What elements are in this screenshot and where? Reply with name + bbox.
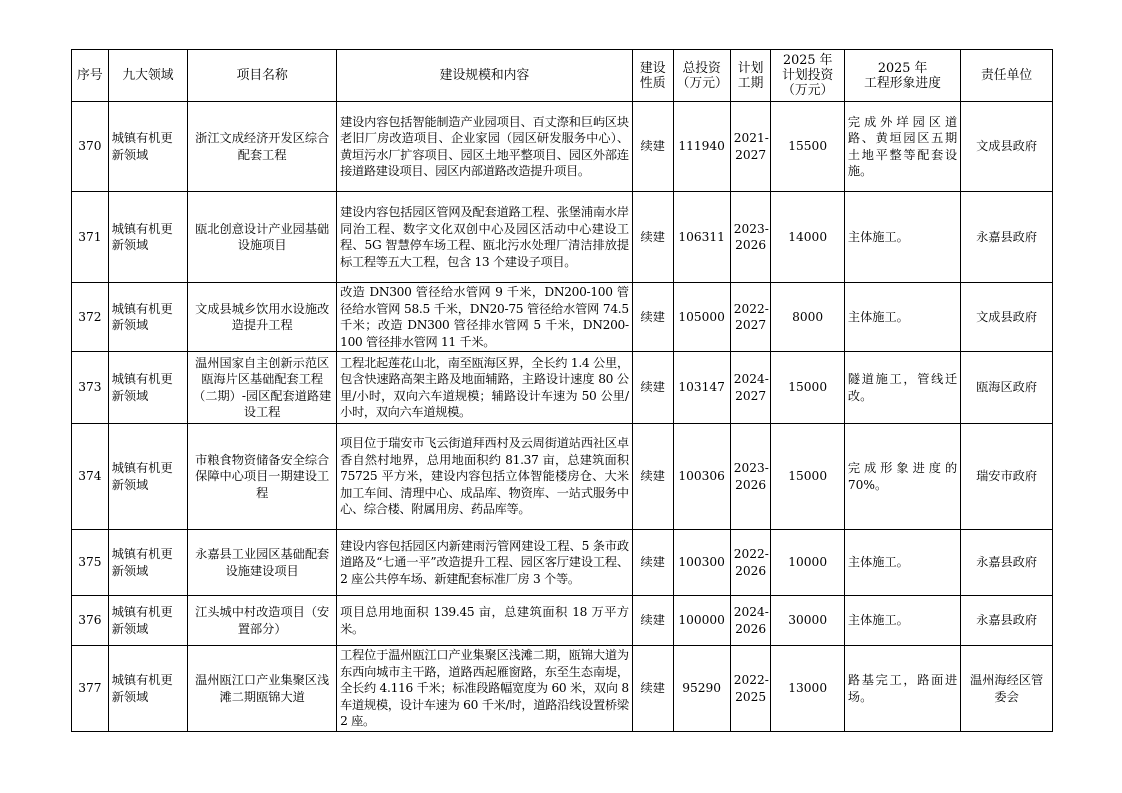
cell-nature: 续建 [632,530,673,596]
cell-period: 2023-2026 [730,424,771,530]
cell-field: 城镇有机更新领域 [108,352,188,424]
header-investment-line2: （万元） [676,75,728,91]
cell-nature: 续建 [632,596,673,646]
cell-investment: 100300 [673,530,730,596]
cell-name: 温州瓯江口产业集聚区浅滩二期瓯锦大道 [188,646,337,732]
cell-period: 2023-2026 [730,192,771,283]
table-row [72,283,1053,352]
cell-unit: 瑞安市政府 [961,424,1053,530]
cell-seq: 371 [72,192,109,283]
cell-investment: 111940 [673,102,730,192]
cell-scope: 建设内容包括园区管网及配套道路工程、张堡浦南水岸同治工程、数字文化双创中心及园区活动中心建设工程、5G 智慧停车场工程、瓯北污水处理厂清洁排放提标工程等五大工程，包含 13 个建设子项目。 [337,192,633,283]
cell-period: 2022-2025 [730,646,771,732]
cell-scope: 工程位于温州瓯江口产业集聚区浅滩二期，瓯锦大道为东西向城市主干路，道路西起雁窗路，东至生态南堤，全长约 4.116 千米；标准段路幅宽度为 60 米，双向 8 车道规模，设计车速为 60 千米/时，道路沿线设置桥梁 2 座。 [337,646,633,732]
cell-period: 2024-2027 [730,352,771,424]
cell-field: 城镇有机更新领域 [108,192,188,283]
cell-unit: 文成县政府 [961,102,1053,192]
cell-plan-invest: 14000 [771,192,844,283]
cell-plan-invest: 15000 [771,424,844,530]
header-plan-line1: 2025 年 [782,53,833,68]
cell-unit: 永嘉县政府 [961,530,1053,596]
cell-unit: 文成县政府 [961,283,1053,352]
cell-unit: 永嘉县政府 [961,192,1053,283]
cell-scope: 项目位于瑞安市飞云街道拜西村及云周街道站西社区卓香自然村地界，总用地面积约 81.37 亩，总建筑面积 75725 平方米，建设内容包括立体智能楼房仓、大米加工车间、清理中心、成品库、物资库、一站式服务中心、综合楼、附属用房、药品库等。 [337,424,633,530]
table-row [72,530,1053,596]
cell-field: 城镇有机更新领域 [108,424,188,530]
cell-name: 永嘉县工业园区基础配套设施建设项目 [188,530,337,596]
cell-field: 城镇有机更新领域 [108,646,188,732]
cell-plan-invest: 13000 [771,646,844,732]
header-progress-line1: 2025 年 [877,60,928,76]
cell-investment: 100306 [673,424,730,530]
cell-seq: 372 [72,283,109,352]
table-row [72,192,1053,283]
cell-seq: 377 [72,646,109,732]
cell-investment: 105000 [673,283,730,352]
table-row [72,646,1053,732]
cell-name: 市粮食物资储备安全综合保障中心项目一期建设工程 [188,424,337,530]
cell-field: 城镇有机更新领域 [108,596,188,646]
cell-nature: 续建 [632,646,673,732]
cell-name: 瓯北创意设计产业园基础设施项目 [188,192,337,283]
header-plan-line3: （万元） [782,83,834,98]
header-progress [844,50,960,102]
cell-name: 江头城中村改造项目（安置部分） [188,596,337,646]
cell-progress: 主体施工。 [844,283,960,352]
cell-field: 城镇有机更新领域 [108,102,188,192]
header-progress-line2: 工程形象进度 [864,75,941,91]
cell-investment: 103147 [673,352,730,424]
cell-nature: 续建 [632,424,673,530]
cell-nature: 续建 [632,192,673,283]
cell-field: 城镇有机更新领域 [108,283,188,352]
projects-table [71,49,1053,732]
cell-field: 城镇有机更新领域 [108,530,188,596]
cell-progress: 主体施工。 [844,596,960,646]
header-name: 项目名称 [188,50,337,102]
cell-plan-invest: 30000 [771,596,844,646]
cell-progress: 完成外垟园区道路、黄垣园区五期土地平整等配套设施。 [844,102,960,192]
table-row [72,424,1053,530]
cell-progress: 路基完工，路面进场。 [844,646,960,732]
header-plan-line2: 计划投资 [782,68,834,83]
cell-seq: 373 [72,352,109,424]
cell-period: 2022-2026 [730,530,771,596]
header-unit: 责任单位 [961,50,1053,102]
header-nature-line2: 性质 [639,75,666,91]
cell-scope: 改造 DN300 管径给水管网 9 千米，DN200-100 管径给水管网 58.5 千米，DN20-75 管径给水管网 74.5 千米；改造 DN300 管径排水管网 5 千米，DN200-100 管径排水管网 11 千米。 [337,283,633,352]
header-period-line2: 工期 [737,75,764,91]
cell-plan-invest: 8000 [771,283,844,352]
cell-scope: 建设内容包括智能制造产业园项目、百丈漈和巨屿区块老旧厂房改造项目、企业家园（园区研发服务中心）、黄垣污水厂扩容项目、园区土地平整项目、园区外部连接道路建设项目、园区内部道路改造提升项目。 [337,102,633,192]
cell-plan-invest: 15500 [771,102,844,192]
header-period-line1: 计划 [737,60,764,76]
header-field: 九大领域 [108,50,188,102]
cell-name: 温州国家自主创新示范区瓯海片区基础配套工程（二期）-园区配套道路建设工程 [188,352,337,424]
header-nature [632,50,673,102]
header-nature-line1: 建设 [639,60,666,76]
header-investment [673,50,730,102]
cell-nature: 续建 [632,352,673,424]
cell-unit: 温州海经区管委会 [961,646,1053,732]
cell-progress: 主体施工。 [844,530,960,596]
cell-progress: 完成形象进度的 70%。 [844,424,960,530]
cell-period: 2021-2027 [730,102,771,192]
cell-period: 2024-2026 [730,596,771,646]
cell-unit: 瓯海区政府 [961,352,1053,424]
cell-seq: 374 [72,424,109,530]
cell-progress: 主体施工。 [844,192,960,283]
cell-investment: 100000 [673,596,730,646]
cell-investment: 95290 [673,646,730,732]
cell-nature: 续建 [632,102,673,192]
cell-scope: 建设内容包括园区内新建雨污管网建设工程、5 条市政道路及“七通一平”改造提升工程、园区客厅建设工程、2 座公共停车场、新建配套标准厂房 3 个等。 [337,530,633,596]
cell-scope: 项目总用地面积 139.45 亩，总建筑面积 18 万平方米。 [337,596,633,646]
cell-period: 2022-2027 [730,283,771,352]
header-seq: 序号 [72,50,109,102]
cell-seq: 375 [72,530,109,596]
cell-unit: 永嘉县政府 [961,596,1053,646]
cell-progress: 隧道施工，管线迁改。 [844,352,960,424]
table-row [72,352,1053,424]
header-plan-invest [771,50,844,102]
cell-scope: 工程北起莲花山北，南至瓯海区界，全长约 1.4 公里，包含快速路高架主路及地面辅路，主路设计速度 80 公里/小时，双向六车道规模；辅路设计车速为 50 公里/小时，双向六车道规模。 [337,352,633,424]
cell-plan-invest: 15000 [771,352,844,424]
cell-seq: 370 [72,102,109,192]
cell-seq: 376 [72,596,109,646]
header-period [730,50,771,102]
header-investment-line1: 总投资 [682,60,721,76]
cell-nature: 续建 [632,283,673,352]
table-row [72,596,1053,646]
header-scope: 建设规模和内容 [337,50,633,102]
table-row [72,102,1053,192]
header-row [72,50,1053,102]
cell-name: 浙江文成经济开发区综合配套工程 [188,102,337,192]
cell-plan-invest: 10000 [771,530,844,596]
cell-name: 文成县城乡饮用水设施改造提升工程 [188,283,337,352]
cell-investment: 106311 [673,192,730,283]
